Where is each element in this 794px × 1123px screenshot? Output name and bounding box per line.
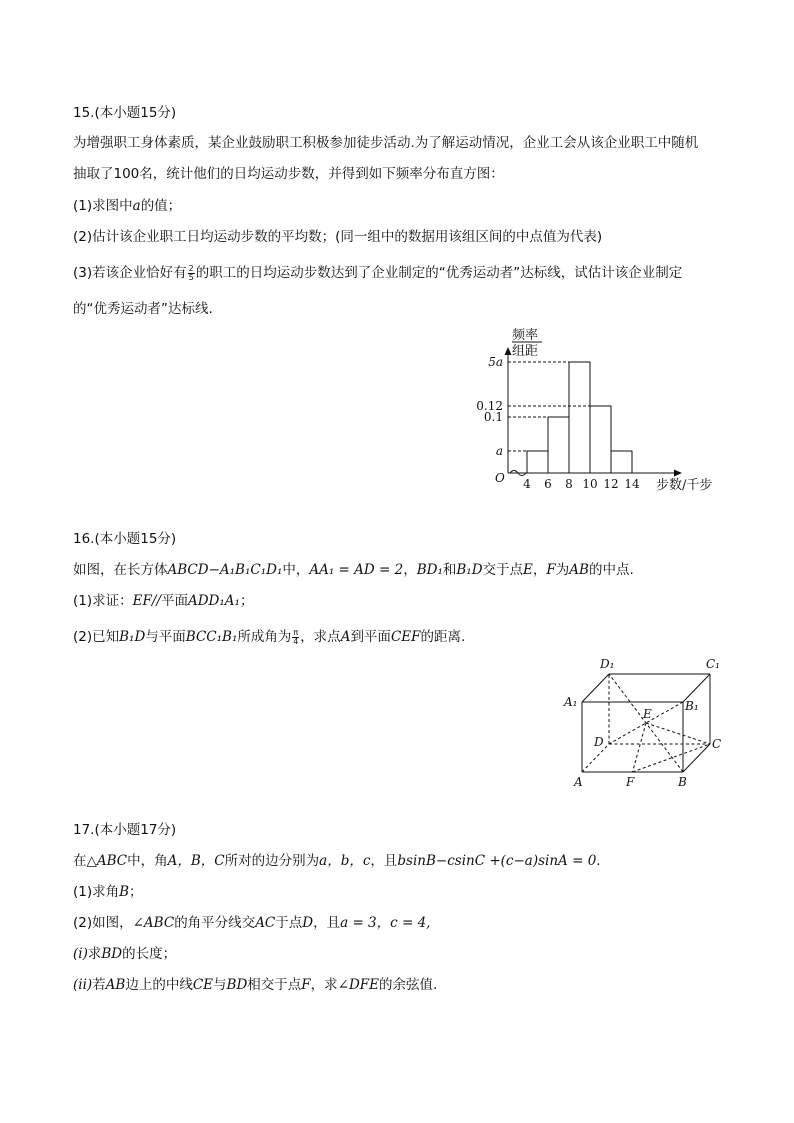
- q16-stmt-math6: F: [546, 562, 556, 578]
- q16-stmt-math7: AB: [569, 562, 589, 578]
- q16-stmt-math4: B₁D: [456, 562, 483, 578]
- x-tick-label: 10: [582, 477, 598, 491]
- edge-B-C: [683, 744, 710, 772]
- q16-part2-math1: B₁D: [119, 629, 146, 645]
- q16-part2-math3: A: [340, 629, 351, 645]
- q16-part2-e: 到平面: [350, 629, 391, 645]
- q16-part2-b: 与平面: [145, 629, 186, 645]
- q17-sub2-g: 的余弦值.: [379, 977, 438, 993]
- q17-stmt-d: ，且: [370, 853, 398, 869]
- q17-part2-c: 于点: [275, 915, 303, 931]
- q17-part1: [73, 882, 143, 902]
- x-tick-label: 4: [523, 477, 531, 491]
- q17-part1-b: ；: [129, 884, 143, 900]
- q16-part1-math: EF//: [132, 593, 161, 609]
- q17-stmt-b: 中，角: [127, 853, 168, 869]
- x-tick-label: 8: [565, 477, 573, 491]
- frequency-histogram: [470, 322, 730, 497]
- q17-part2: [73, 913, 430, 933]
- y-tick-label: 5a: [488, 355, 503, 369]
- seg-E-C: [646, 723, 710, 744]
- q15-intro-line2: 抽取了100名，统计他们的日均运动步数，并得到如下频率分布直方图：: [73, 166, 504, 182]
- q15-part3-frac-den: 5: [188, 272, 194, 282]
- q17-sub2-b: 若: [92, 977, 106, 993]
- histogram-bar: [611, 451, 632, 473]
- q16-stmt-b: 中，: [282, 562, 310, 578]
- q16-stmt-f: ，: [532, 562, 547, 578]
- q16-stmt-g: 为: [555, 562, 570, 578]
- q16-stmt-a: 如图，在长方体: [73, 562, 168, 578]
- label-D: D: [594, 735, 604, 749]
- q15-part3: [73, 263, 682, 283]
- q16-part2-fraction: [292, 629, 299, 646]
- y-tick-label: 0.1: [483, 410, 503, 424]
- x-tick-label: 6: [544, 477, 552, 491]
- q17-sub1-c: 的长度；: [122, 946, 177, 962]
- q17-header: 17.(本小题17分): [73, 822, 177, 838]
- label-B1: B₁: [685, 699, 699, 713]
- q16-part2-frac-num: π: [293, 627, 299, 637]
- label-D1: D₁: [600, 657, 615, 671]
- q16-stmt-math5: E: [523, 562, 533, 578]
- q16-stmt-math2: AA₁ = AD = 2: [309, 562, 404, 578]
- q17-stmt-c: 所对的边分别为: [224, 853, 320, 869]
- q16-stmt-h: 的中点.: [588, 562, 634, 578]
- q16-part2-f: 的距离.: [420, 629, 466, 645]
- q17-sub2-math3: BD: [226, 977, 248, 993]
- q17-sub2-math2: CE: [192, 977, 214, 993]
- origin-label: O: [495, 471, 505, 485]
- seg-F-C: [633, 744, 711, 772]
- edge-B1-C1: [683, 674, 710, 702]
- q16-part1-b: 平面: [160, 593, 188, 609]
- label-A1: A₁: [564, 695, 578, 709]
- q16-part2-frac-den: 4: [293, 636, 299, 646]
- q15-intro-line1: 为增强职工身体素质，某企业鼓励职工积极参加徒步活动.为了解运动情况，企业工会从该企业职工中随机: [73, 135, 699, 151]
- q16-part1-math2: ADD₁A₁: [187, 593, 240, 609]
- q17-sub2-a: (ii): [73, 977, 93, 993]
- histogram-bar: [548, 417, 569, 473]
- q15-header: 15.(本小题15分): [73, 105, 177, 121]
- label-C1: C₁: [706, 657, 720, 671]
- x-tick-label: 14: [624, 477, 640, 491]
- q17-part2-math1: ∠ABC: [132, 915, 175, 931]
- q17-sub2-math1: AB: [105, 977, 126, 993]
- q17-stmt-math3: a，b，c: [319, 853, 371, 869]
- q17-part1-a: (1)求角: [73, 884, 120, 900]
- label-C: C: [712, 737, 722, 751]
- q17-part2-d: ，且: [313, 915, 341, 931]
- seg-E-F: [633, 723, 647, 772]
- q17-part2-math4: a = 3，c = 4,: [340, 915, 431, 931]
- q16-stmt-math1: ABCD−A₁B₁C₁D₁: [167, 562, 283, 578]
- histogram-bar: [569, 362, 590, 473]
- q17-sub2: [73, 975, 437, 995]
- q15-part1-text-a: (1)求图中: [73, 198, 133, 214]
- q16-part1-c: ；: [239, 593, 254, 609]
- q17-stmt-math4: bsinB−csinC +(c−a)sinA = 0: [397, 853, 597, 869]
- q16-stmt-d: 和: [442, 562, 457, 578]
- q17-statement: [73, 851, 601, 871]
- y-tick-label: 0.12: [476, 399, 503, 413]
- q16-part2: [73, 627, 465, 647]
- q17-sub1-math: BD: [101, 946, 123, 962]
- q17-part2-a: (2)如图，: [73, 915, 133, 931]
- edge-A1-D1: [582, 674, 609, 702]
- q15-part2: (2)估计该企业职工日均运动步数的平均数；(同一组中的数据用该组区间的中点值为代表): [73, 229, 603, 245]
- q17-stmt-math2: A，B，C: [167, 853, 225, 869]
- q16-part1-a: (1)求证：: [73, 593, 133, 609]
- q17-stmt-e: .: [596, 853, 601, 869]
- x-axis-arrow: [674, 470, 682, 477]
- x-axis-label: 步数/千步: [656, 478, 713, 493]
- q16-part2-d: ，求点: [300, 629, 341, 645]
- q16-part1: [73, 591, 253, 611]
- q16-stmt-e: 交于点: [482, 562, 524, 578]
- label-F: F: [626, 775, 635, 789]
- q16-part2-c: 所成角为: [237, 629, 292, 645]
- q15-part3-frac-num: 2: [188, 263, 194, 273]
- q17-sub1: [73, 944, 176, 964]
- q17-sub2-f: ，求: [310, 977, 338, 993]
- q15-part3-text-a: (3)若该企业恰好有: [73, 265, 187, 281]
- q17-sub1-a: (i): [73, 946, 88, 962]
- q16-header: 16.(本小题15分): [73, 531, 177, 547]
- y-axis-label-numerator: 频率: [512, 328, 539, 343]
- q15-part1: [73, 196, 181, 216]
- q17-sub2-d: 与: [213, 977, 227, 993]
- q16-statement: [73, 560, 634, 580]
- y-axis-label-denominator: 组距: [512, 344, 539, 359]
- label-E: E: [643, 707, 652, 721]
- x-tick-label: 12: [603, 477, 619, 491]
- q16-stmt-c: ，: [403, 562, 417, 578]
- q17-part2-math2: AC: [255, 915, 276, 931]
- q17-sub2-math5: ∠DFE: [337, 977, 380, 993]
- q17-stmt-a: 在: [73, 853, 87, 869]
- q17-part2-b: 的角平分线交: [174, 915, 256, 931]
- histogram-bar: [527, 451, 548, 473]
- q17-sub1-b: 求: [87, 946, 102, 962]
- q16-stmt-math3: BD₁: [416, 562, 443, 578]
- label-B: B: [678, 775, 687, 789]
- histogram-bar: [590, 406, 611, 473]
- q15-part3-fraction: [188, 265, 195, 282]
- label-A: A: [574, 775, 583, 789]
- q17-part1-math: B: [119, 884, 130, 900]
- q17-part2-math3: D: [302, 915, 314, 931]
- y-axis-arrow: [505, 347, 512, 355]
- q17-sub2-math4: F: [301, 977, 311, 993]
- q16-part2-a: (2)已知: [73, 629, 120, 645]
- q16-part2-math2: BCC₁B₁: [185, 629, 238, 645]
- q17-stmt-math1: △ABC: [86, 853, 128, 869]
- y-tick-label: a: [495, 444, 503, 458]
- q15-part3-line2: 的“优秀运动者”达标线.: [73, 301, 213, 317]
- q17-sub2-e: 相交于点: [247, 977, 302, 993]
- cuboid-figure: [560, 652, 730, 792]
- q17-sub2-c: 边上的中线: [125, 977, 193, 993]
- q15-part1-text-b: 的值；: [140, 198, 182, 214]
- q16-part2-math4: CEF: [390, 629, 421, 645]
- q15-part1-var: a: [132, 198, 141, 214]
- q15-part3-text-b: 的职工的日均运动步数达到了企业制定的“优秀运动者”达标线，试估计该企业制定: [195, 265, 683, 281]
